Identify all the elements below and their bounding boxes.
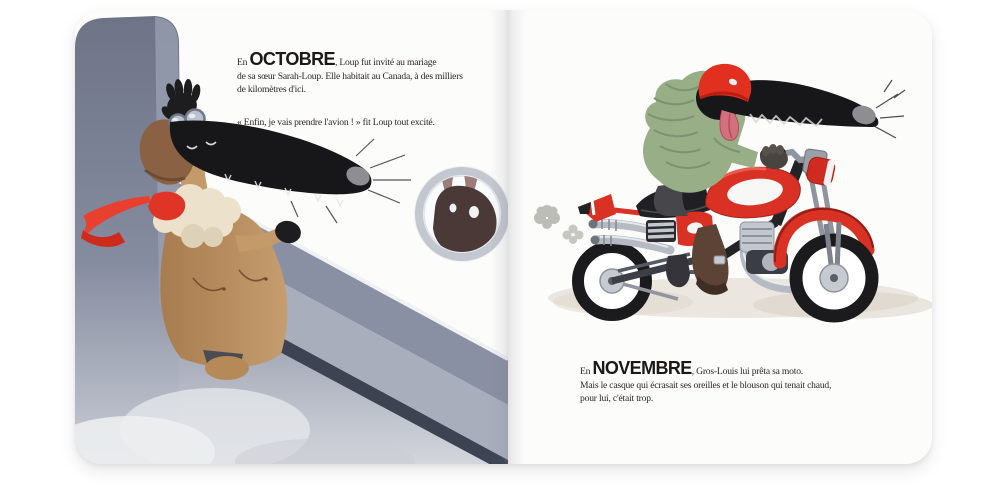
- left-page-quote: « Enfin, je vais prendre l'avion ! » fit Loup tout excité.: [237, 117, 435, 128]
- text-line: , Loup fut invité au mariage: [334, 57, 437, 68]
- text-line: de kilomètres d'ici.: [237, 84, 306, 95]
- text-line: de sa sœur Sarah-Loup. Elle habitait au Canada, à des milliers: [237, 70, 463, 82]
- tail-fender: [578, 194, 640, 222]
- book-spread: [75, 10, 932, 464]
- headlight: [805, 156, 836, 187]
- text-line: pour lui, c'était trop.: [580, 393, 654, 404]
- smoke-puffs: [534, 205, 584, 244]
- far-boot: [666, 254, 690, 287]
- foot: [205, 356, 249, 380]
- month-prefix: En: [237, 57, 248, 68]
- text-line: Mais le casque qui écrasait ses oreilles et le blouson qui tenait chaud,: [580, 379, 832, 391]
- porthole: [414, 158, 508, 262]
- right-page-paragraph: [580, 358, 910, 406]
- month-novembre: NOVEMBRE: [592, 358, 692, 378]
- month-prefix: En: [580, 366, 591, 377]
- right-page: [508, 10, 932, 464]
- month-octobre: OCTOBRE: [249, 49, 335, 69]
- left-page-paragraph: [237, 49, 522, 97]
- boot: [692, 224, 729, 295]
- whiskers: [874, 80, 905, 138]
- text-line: , Gros-Louis lui prêta sa moto.: [691, 366, 803, 377]
- left-page: [75, 10, 508, 464]
